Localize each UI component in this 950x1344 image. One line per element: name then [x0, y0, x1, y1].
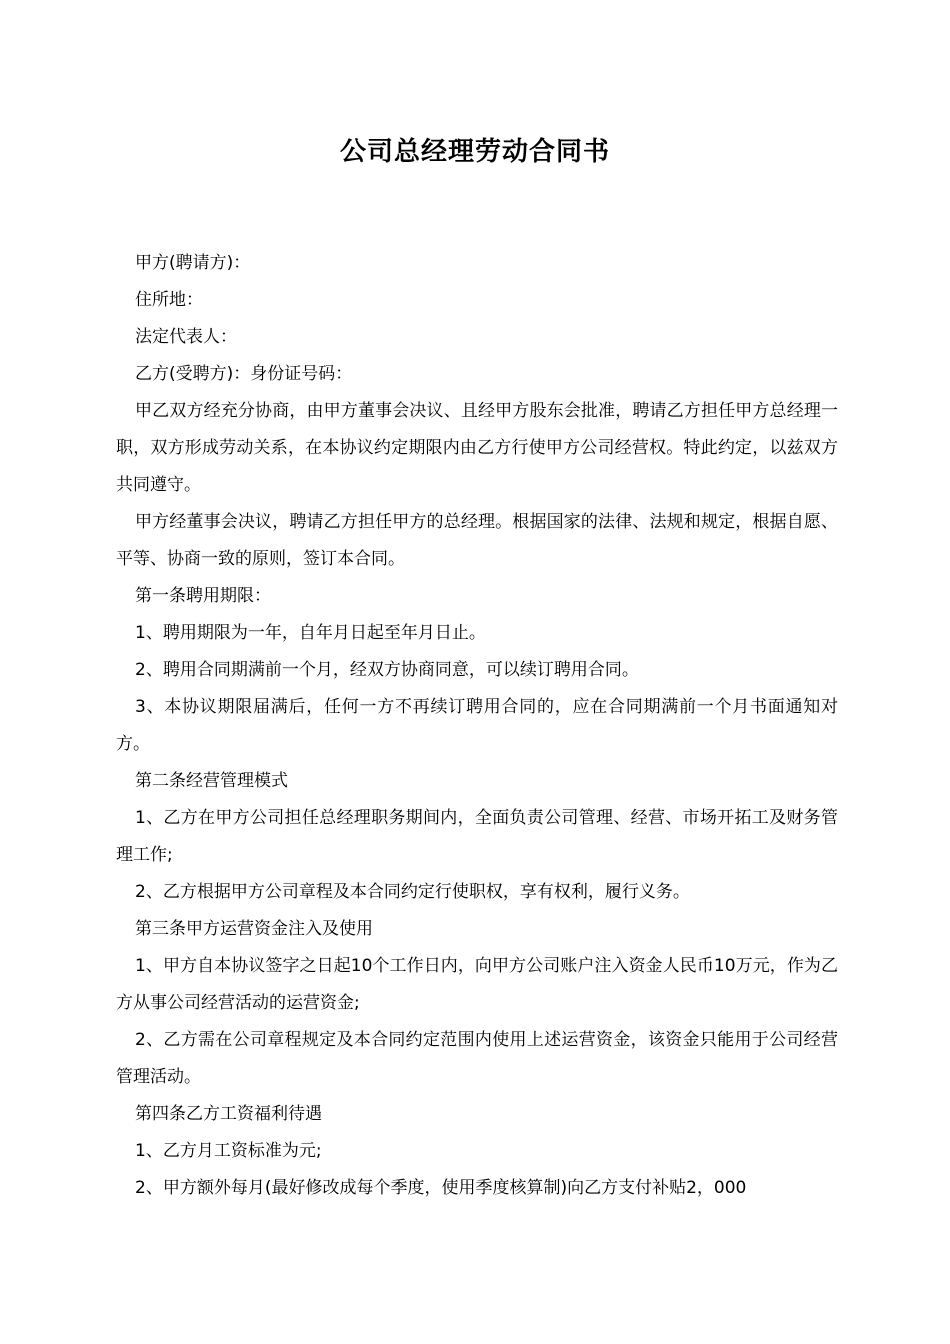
article-heading: 第三条甲方运营资金注入及使用: [135, 919, 373, 939]
clause-paragraph: 1、聘用期限为一年，自年月日起至年月日止。: [135, 623, 486, 643]
preamble-paragraph: 甲乙双方经充分协商，由甲方董事会决议、且经甲方股东会批准，聘请乙方担任甲方总经理一职，双方形成劳动关系，在本协议约定期限内由乙方行使甲方公司经营权。特此约定，以兹双方共同遵守。: [116, 401, 838, 495]
party-a-line: 甲方(聘请方)：: [135, 253, 251, 273]
appointment-paragraph: 甲方经董事会决议，聘请乙方担任甲方的总经理。根据国家的法律、法规和规定，根据自愿、平等、协商一致的原则，签订本合同。: [116, 512, 838, 569]
party-b-line: 乙方(受聘方)：身份证号码：: [135, 364, 353, 384]
article-heading: 第二条经营管理模式: [135, 771, 288, 791]
clause-paragraph: 2、聘用合同期满前一个月，经双方协商同意，可以续订聘用合同。: [135, 660, 639, 680]
clause-paragraph: 2、乙方根据甲方公司章程及本合同约定行使职权，享有权利，履行义务。: [135, 882, 690, 902]
article-heading: 第四条乙方工资福利待遇: [135, 1104, 322, 1124]
clause-paragraph: 1、甲方自本协议签字之日起10个工作日内，向甲方公司账户注入资金人民币10万元，作为乙方从事公司经营活动的运营资金;: [116, 956, 838, 1013]
clause-paragraph: 2、乙方需在公司章程规定及本合同约定范围内使用上述运营资金，该资金只能用于公司经营管理活动。: [116, 1030, 838, 1087]
document-title: 公司总经理劳动合同书: [339, 137, 610, 167]
legal-representative-line: 法定代表人：: [135, 327, 237, 347]
document-body: [116, 245, 838, 1207]
clause-paragraph: 1、乙方月工资标准为元;: [135, 1141, 322, 1161]
clause-paragraph: 1、乙方在甲方公司担任总经理职务期间内，全面负责公司管理、经营、市场开拓工及财务管理工作;: [116, 808, 838, 865]
clause-paragraph: 2、甲方额外每月(最好修改成每个季度，使用季度核算制)向乙方支付补贴2，000: [135, 1178, 747, 1198]
address-line: 住所地：: [135, 290, 203, 310]
clause-paragraph: 3、本协议期限届满后，任何一方不再续订聘用合同的，应在合同期满前一个月书面通知对方。: [116, 697, 838, 754]
article-heading: 第一条聘用期限：: [135, 586, 271, 606]
